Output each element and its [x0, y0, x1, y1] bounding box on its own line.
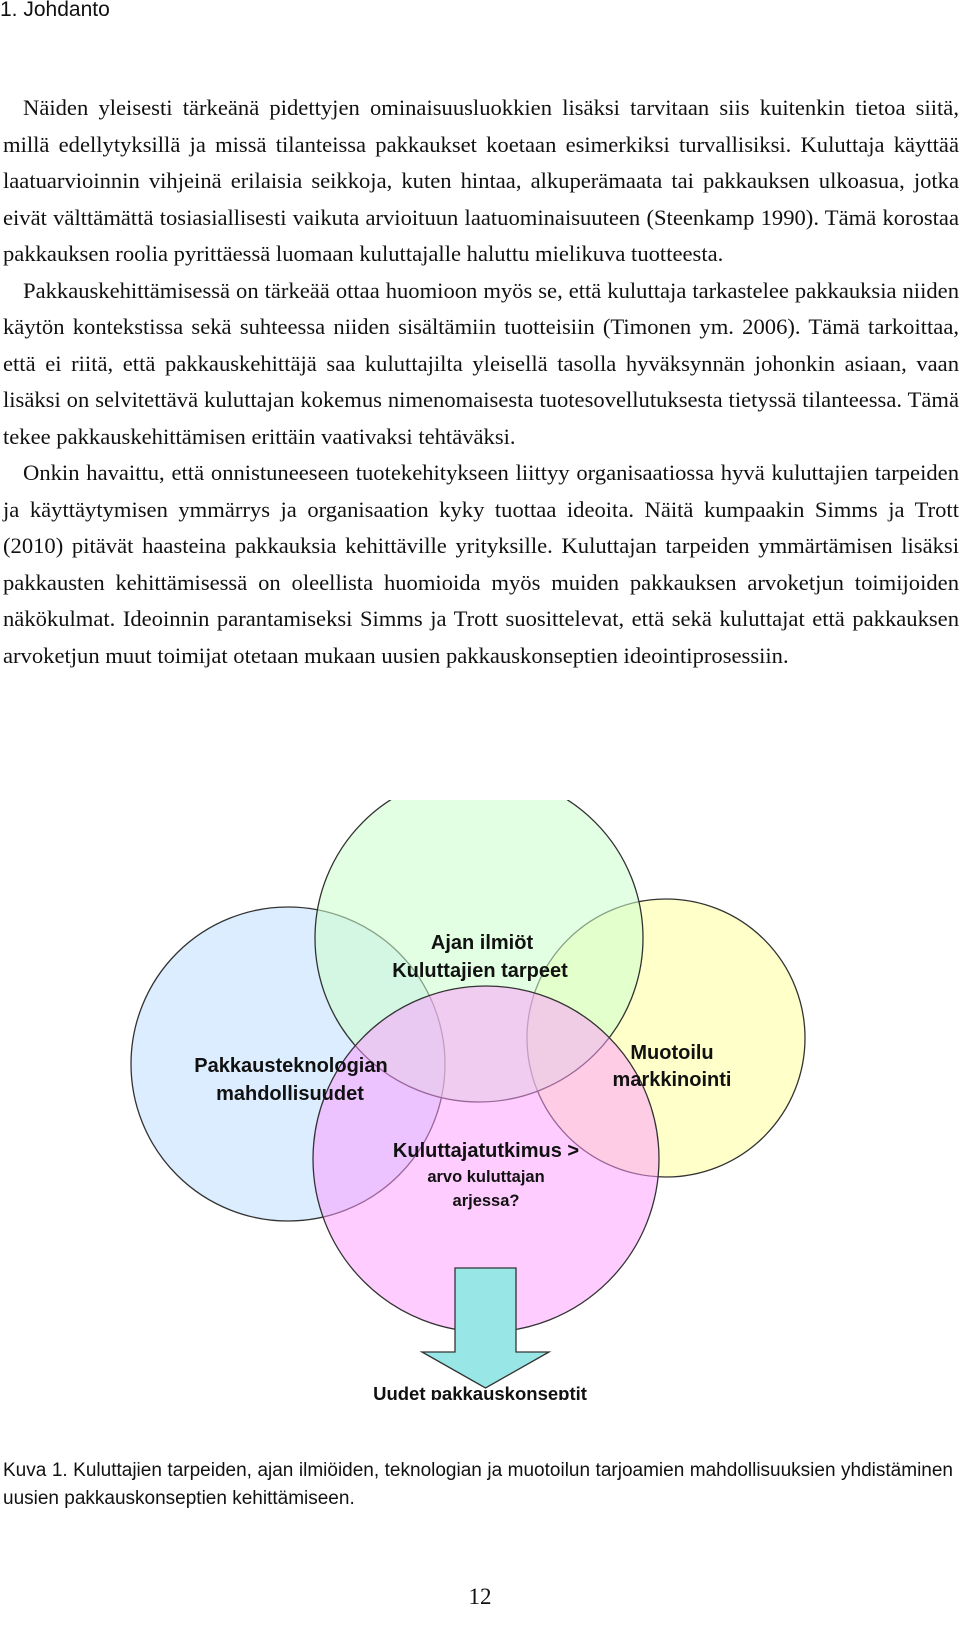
body-text: [3, 90, 959, 674]
left-circle-line2: mahdollisuudet: [216, 1083, 364, 1105]
bottom-circle-line3: arjessa?: [452, 1192, 520, 1210]
chapter-header: 1. Johdanto: [0, 0, 110, 21]
paragraph-1: Näiden yleisesti tärkeänä pidettyjen ominaisuusluokkien lisäksi tarvitaan siis kuitenkin tietoa siitä, millä edellytyksillä ja missä tilanteissa pakkaukset koetaan esimerkiksi turvallisiksi. Kuluttaja käyttää laatuarvioinnin vihjeinä erilaisia seikkoja, kuten hintaa, alkuperämaata tai pakkauksen ulkoasua, jotka eivät välttämättä tosiasiallisesti vaikuta arvioituun laatuominaisuuteen (Steenkamp 1990). Tämä korostaa pakkauksen roolia pyrittäessä luomaan kuluttajalle haluttu mielikuva tuotteesta.: [3, 95, 959, 266]
paragraph-3: Onkin havaittu, että onnistuneeseen tuotekehitykseen liittyy organisaatiossa hyvä kuluttajien tarpeiden ja käyttäytymisen ymmärrys ja organisaation kyky tuottaa ideoita. Näitä kumpaakin Simms ja Trott (2010) pitävät haasteina pakkauksia kehittäville yrityksille. Kuluttajan tarpeiden ymmärtämisen lisäksi pakkausten kehittämisessä on oleellista huomioida myös muiden pakkauksen arvoketjun toimijoiden näkökulmat. Ideoinnin parantamiseksi Simms ja Trott suosittelevat, että sekä kuluttajat että pakkauksen arvoketjun muut toimijat otetaan mukaan uusien pakkauskonseptien ideointiprosessiin.: [3, 460, 959, 668]
right-circle-line2: markkinointi: [612, 1069, 732, 1091]
venn-diagram: [0, 800, 960, 1400]
page-number: 12: [468, 1584, 492, 1609]
top-circle-line1: Ajan ilmiöt: [430, 932, 534, 954]
bottom-circle-line1: Kuluttajatutkimus >: [392, 1140, 580, 1162]
venn-diagram-figure: [0, 800, 960, 1400]
right-circle-line1: Muotoilu: [630, 1042, 714, 1064]
result-label: Uudet pakkauskonseptit: [373, 1383, 587, 1400]
bottom-circle-line2: arvo kuluttajan: [427, 1168, 545, 1186]
left-circle-line1: Pakkausteknologian: [194, 1055, 388, 1077]
top-circle-line2: Kuluttajien tarpeet: [392, 960, 568, 982]
paragraph-2: Pakkauskehittämisessä on tärkeää ottaa huomioon myös se, että kuluttaja tarkastelee pakkauksia niiden käytön kontekstissa sekä suhteessa niiden sisältämiin tuotteisiin (Timonen ym. 2006). Tämä tarkoittaa, että ei riitä, että pakkauskehittäjä saa kuluttajilta yleisellä tasolla hyväksynnän johonkin asiaan, vaan lisäksi on selvitettävä kuluttajan kokemus nimenomaisesta tuotesovellutuksesta tietyssä tilanteessa. Tämä tekee pakkauskehittämisen erittäin vaativaksi tehtäväksi.: [3, 277, 959, 449]
figure-caption: Kuva 1. Kuluttajien tarpeiden, ajan ilmiöiden, teknologian ja muotoilun tarjoamien mahdollisuuksien yhdistäminen uusien pakkauskonseptien kehittämiseen.: [3, 1460, 953, 1509]
